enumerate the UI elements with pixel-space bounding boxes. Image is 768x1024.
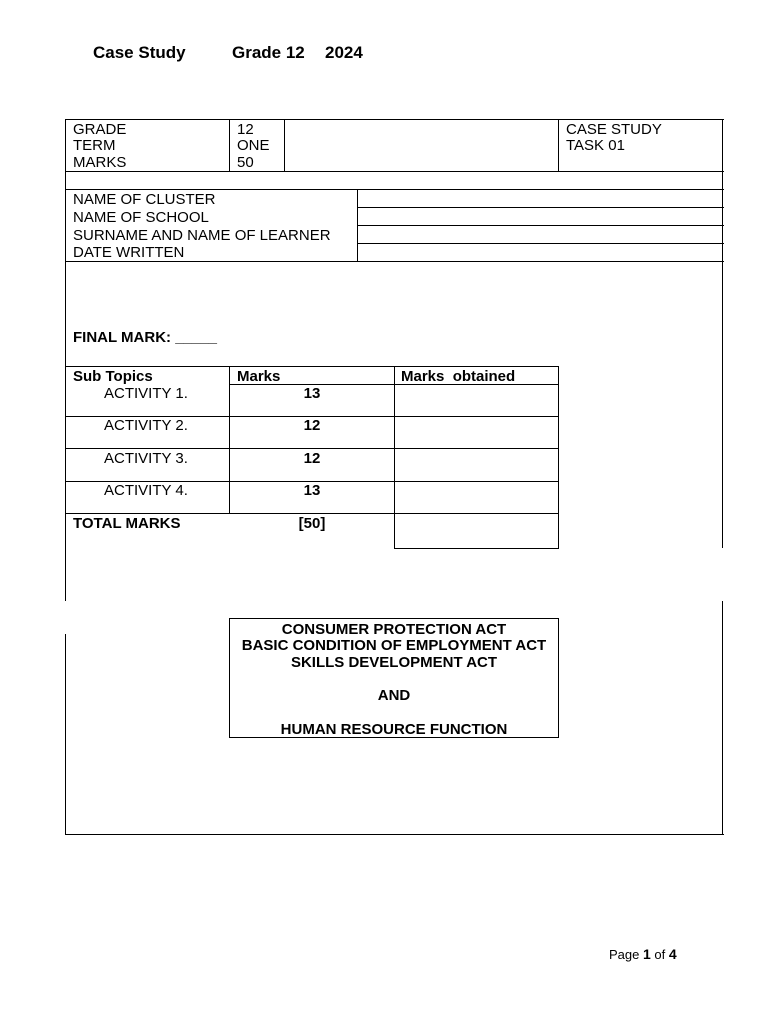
grade-value: 12 — [237, 121, 254, 138]
activity-2-label: ACTIVITY 2. — [104, 417, 188, 434]
activity-1-label: ACTIVITY 1. — [104, 385, 188, 402]
marks-label: MARKS — [73, 154, 127, 171]
cluster-label: NAME OF CLUSTER — [73, 191, 216, 208]
doc-grade: Grade 12 — [232, 43, 305, 62]
doc-year: 2024 — [325, 43, 363, 62]
term-value: ONE — [237, 137, 270, 154]
grade-label: GRADE — [73, 121, 127, 138]
learner-name-label: SURNAME AND NAME OF LEARNER — [73, 227, 331, 244]
case-study-label: CASE STUDY — [566, 121, 662, 138]
date-written-label: DATE WRITTEN — [73, 244, 185, 261]
activity-1-marks: 13 — [303, 385, 321, 402]
final-mark — [73, 329, 217, 346]
header-sub-topics: Sub Topics — [73, 368, 153, 385]
of-word: of — [654, 947, 666, 962]
doc-title: Case Study — [93, 43, 186, 62]
activity-4-marks: 13 — [303, 482, 321, 499]
header-marks: Marks — [237, 368, 281, 385]
activity-4-label: ACTIVITY 4. — [104, 482, 188, 499]
final-mark-blank: _____ — [175, 329, 217, 346]
term-label: TERM — [73, 137, 116, 154]
topic-and: AND — [377, 687, 411, 704]
final-mark-label: FINAL MARK: — [73, 329, 172, 346]
activity-3-marks: 12 — [303, 450, 321, 467]
school-label: NAME OF SCHOOL — [73, 209, 209, 226]
topic-line-2: BASIC CONDITION OF EMPLOYMENT ACT — [241, 637, 547, 654]
activity-2-marks: 12 — [303, 417, 321, 434]
task-label: TASK 01 — [566, 137, 625, 154]
page-current: 1 — [643, 946, 651, 962]
total-marks-value: [50] — [298, 515, 326, 532]
page-word: Page — [609, 947, 640, 962]
topic-line-1: CONSUMER PROTECTION ACT — [281, 621, 507, 638]
page-number — [609, 946, 677, 962]
topic-line-3: SKILLS DEVELOPMENT ACT — [290, 654, 498, 671]
total-marks-label: TOTAL MARKS — [73, 515, 181, 532]
topic-line-last: HUMAN RESOURCE FUNCTION — [280, 721, 508, 738]
topics-box — [229, 618, 559, 738]
page-total: 4 — [668, 946, 677, 962]
header-marks-obtained: Marks obtained — [401, 368, 516, 385]
activity-3-label: ACTIVITY 3. — [104, 450, 188, 467]
marks-value: 50 — [237, 154, 254, 171]
